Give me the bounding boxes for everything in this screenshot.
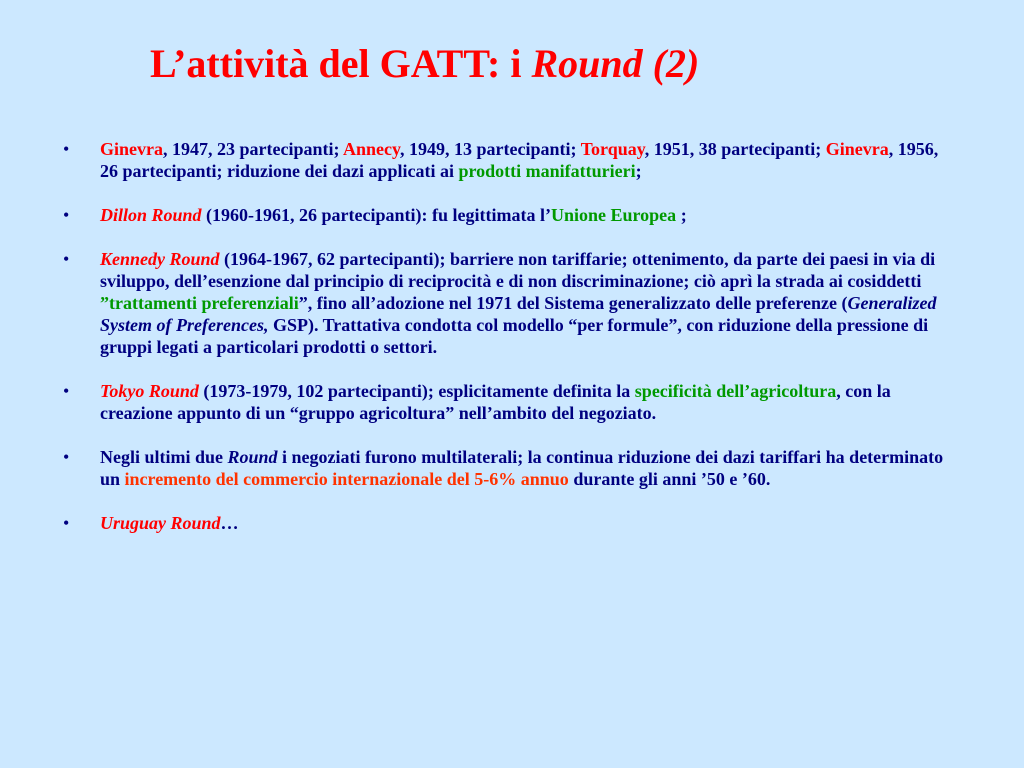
bullet-text: (1964-1967, 62 partecipanti); barriere non tariffarie; ottenimento, da parte dei paesi in via di sviluppo, dell’esenzione dal principio di reciprocità e di non discriminazione; ciò aprì la strada ai cosiddetti: [100, 249, 936, 291]
gsp-english-name: Generalized System of Preferences,: [100, 293, 937, 335]
bullet-item-multilateral: [0, 446, 960, 490]
bullet-text: (1973-1979, 102 partecipanti); esplicitamente definita la: [198, 381, 635, 401]
bullet-text: , 1956, 26 partecipanti; riduzione dei dazi applicati ai: [100, 139, 939, 181]
bullet-text: , 1951, 38 partecipanti;: [644, 139, 826, 159]
bullet-marker: •: [63, 513, 70, 533]
round-name-tokyo: Tokyo Round: [100, 381, 199, 401]
slide-title: [150, 42, 699, 86]
highlight-unione-europea: Unione Europea: [550, 205, 677, 225]
round-name-kennedy: Kennedy Round: [100, 249, 220, 269]
bullet-text: (1960-1961, 26 partecipanti): fu legittimata l’: [201, 205, 551, 225]
highlight-prodotti-manifatturieri: prodotti manifatturieri: [458, 161, 636, 181]
title-suffix: Round (2): [531, 41, 700, 86]
ellipsis: …: [220, 513, 239, 533]
bullet-item-dillon-round: [0, 204, 960, 226]
bullet-list: [0, 138, 960, 556]
round-name-uruguay: Uruguay Round: [100, 513, 221, 533]
highlight-specificita-agricoltura: specificità dell’agricoltura: [634, 381, 837, 401]
bullet-item-ginevra: [0, 138, 960, 182]
place-torquay: Torquay: [580, 139, 645, 159]
bullet-text: ”, fino all’adozione nel 1971 del Sistema generalizzato delle preferenze (: [298, 293, 848, 313]
bullet-marker: •: [63, 139, 70, 159]
round-name-dillon: Dillon Round: [100, 205, 202, 225]
highlight-trattamenti-preferenziali: ”trattamenti preferenziali: [100, 293, 299, 313]
bullet-text: ;: [635, 161, 642, 181]
bullet-item-tokyo-round: [0, 380, 960, 424]
bullet-text: , 1949, 13 partecipanti;: [400, 139, 581, 159]
bullet-item-kennedy-round: [0, 248, 960, 358]
place-ginevra-1947: Ginevra: [100, 139, 163, 159]
bullet-text: Negli ultimi due: [100, 447, 228, 467]
place-ginevra-1956: Ginevra: [825, 139, 889, 159]
bullet-text: GSP). Trattativa condotta col modello “per formule”, con riduzione della pressione di gruppi legati a particolari prodotti o settori.: [100, 315, 929, 357]
bullet-text: , 1947, 23 partecipanti;: [163, 139, 343, 159]
bullet-text: durante gli anni ’50 e ’60.: [568, 469, 771, 489]
bullet-text: , con la creazione appunto di un “gruppo agricoltura” nell’ambito del negoziato.: [100, 381, 891, 423]
bullet-marker: •: [63, 249, 70, 269]
highlight-incremento-commercio: incremento del commercio internazionale del 5-6% annuo: [124, 469, 569, 489]
round-word: Round: [227, 447, 278, 467]
bullet-text: ;: [676, 205, 687, 225]
place-annecy: Annecy: [343, 139, 401, 159]
title-prefix: L’attività del GATT: i: [150, 41, 532, 86]
bullet-item-uruguay-round: [0, 512, 960, 534]
bullet-marker: •: [63, 447, 70, 467]
bullet-marker: •: [63, 381, 70, 401]
bullet-text: i negoziati furono multilaterali; la continua riduzione dei dazi tariffari ha determinato un: [100, 447, 944, 489]
bullet-marker: •: [63, 205, 70, 225]
